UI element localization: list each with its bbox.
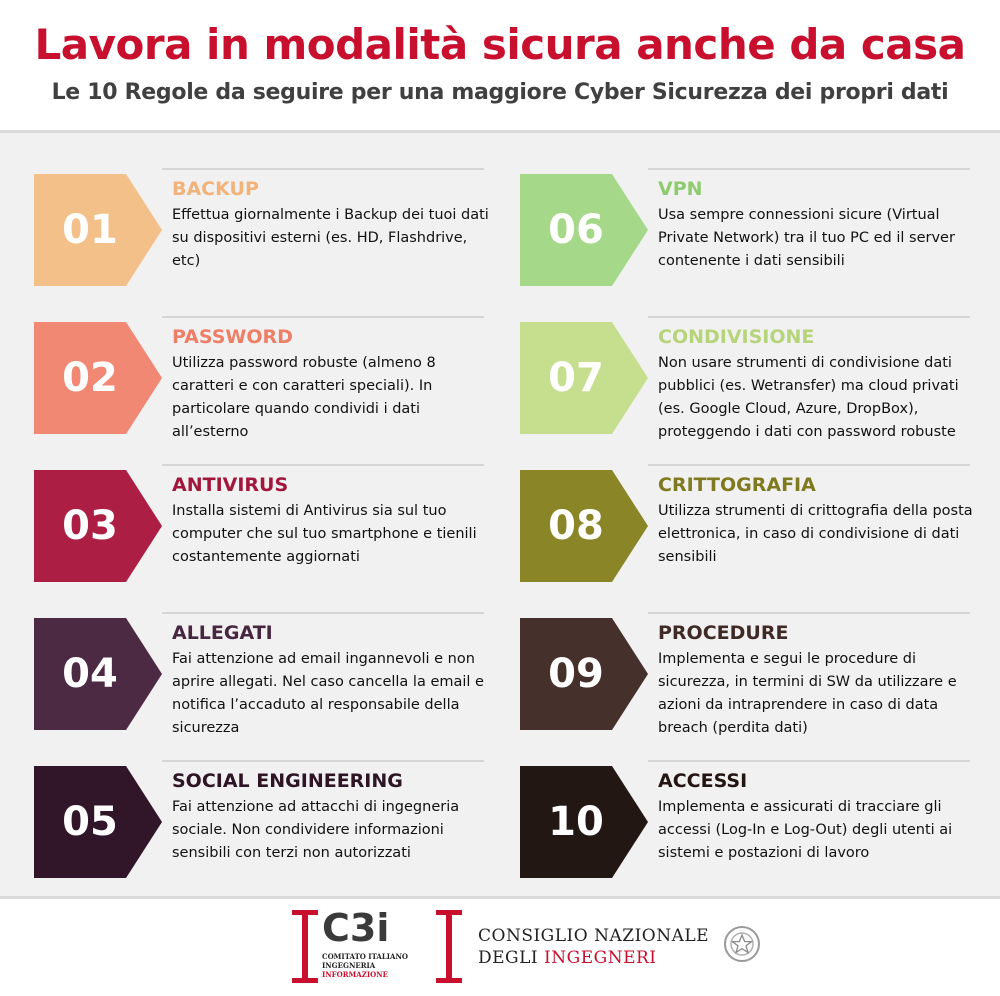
divider — [648, 464, 970, 466]
divider — [162, 760, 484, 762]
rule-number: 02 — [62, 355, 118, 401]
rule-title: CONDIVISIONE — [658, 326, 815, 348]
rule-title: PROCEDURE — [658, 622, 789, 644]
rule-description: Non usare strumenti di condivisione dati pubblici (es. Wetransfer) ma cloud privati (es. Google Cloud, Azure, DropBox), proteggendo i dati con password robuste — [658, 355, 959, 440]
rule-number: 04 — [62, 651, 118, 697]
footer-logos — [0, 900, 1000, 996]
c3i-logo-subtitle — [322, 952, 412, 979]
rule-number: 07 — [548, 355, 604, 401]
cni-word-red: INGEGNERI — [544, 948, 657, 968]
rule-description: Implementa e segui le procedure di sicurezza, in termini di SW da utilizzare e azioni da intraprendere in caso di data breach (perdita dati) — [658, 651, 957, 736]
divider — [0, 130, 1000, 133]
rule-description: Utilizza password robuste (almeno 8 caratteri e con caratteri speciali). In particolare quando condividi i dati all’esterno — [172, 355, 436, 440]
rule-number: 10 — [548, 799, 604, 845]
rule-description: Installa sistemi di Antivirus sia sul tuo computer che sul tuo smartphone e tienili costantemente aggiornati — [172, 503, 477, 565]
rule-card — [34, 464, 484, 582]
page-subtitle: Le 10 Regole da seguire per una maggiore Cyber Sicurezza dei propri dati — [51, 80, 949, 105]
rule-title: ALLEGATI — [172, 622, 273, 644]
cni-word: DEGLI — [478, 948, 539, 968]
rule-description: Usa sempre connessioni sicure (Virtual Private Network) tra il tuo PC ed il server contenente i dati sensibili — [658, 207, 955, 269]
rule-card — [520, 760, 970, 878]
rule-description: Fai attenzione ad email ingannevoli e non aprire allegati. Nel caso cancella la email e notifica l’accaduto al responsabile della sicurezza — [172, 651, 484, 736]
rule-description: Implementa e assicurati di tracciare gli accessi (Log-In e Log-Out) degli utenti ai sistemi e postazioni di lavoro — [658, 799, 953, 861]
rule-title: VPN — [658, 178, 703, 200]
rule-title: CRITTOGRAFIA — [658, 474, 816, 496]
rule-description: Fai attenzione ad attacchi di ingegneria sociale. Non condividere informazioni sensibili con terzi non autorizzati — [172, 799, 460, 861]
rule-title: PASSWORD — [172, 326, 293, 348]
rule-number: 03 — [62, 503, 118, 549]
rule-number: 01 — [62, 207, 118, 253]
rule-description: Effettua giornalmente i Backup dei tuoi dati su dispositivi esterni (es. HD, Flashdrive, etc) — [172, 207, 489, 269]
rule-number: 06 — [548, 207, 604, 253]
divider — [648, 168, 970, 170]
rule-title: ANTIVIRUS — [172, 474, 289, 496]
c3i-subtitle-line: INGEGNERIA — [322, 961, 376, 970]
rule-title: ACCESSI — [658, 770, 748, 792]
rule-card — [34, 168, 489, 286]
divider — [648, 316, 970, 318]
c3i-logo-text: C3i — [322, 906, 390, 950]
cni-logo-text: CONSIGLIO NAZIONALE — [478, 926, 710, 946]
rule-card — [520, 464, 973, 582]
rule-card — [34, 316, 484, 440]
header — [0, 0, 1000, 130]
c3i-logo-mark — [292, 978, 318, 983]
divider — [162, 612, 484, 614]
rule-card — [34, 760, 484, 878]
rule-card — [520, 168, 970, 286]
rule-card — [34, 612, 484, 736]
divider — [162, 168, 484, 170]
cni-logo-mark — [446, 910, 452, 982]
republic-emblem-icon — [722, 924, 762, 969]
rule-title: SOCIAL ENGINEERING — [172, 770, 403, 792]
rule-card — [520, 612, 970, 736]
c3i-logo-mark — [302, 910, 308, 982]
page-title: Lavora in modalità sicura anche da casa — [34, 20, 966, 69]
cni-logo-mark — [436, 978, 462, 983]
rule-number: 05 — [62, 799, 118, 845]
rule-title: BACKUP — [172, 178, 259, 200]
rule-number: 08 — [548, 503, 604, 549]
divider — [162, 464, 484, 466]
divider — [648, 612, 970, 614]
rule-number: 09 — [548, 651, 604, 697]
c3i-subtitle-line: INFORMAZIONE — [322, 970, 388, 979]
c3i-subtitle-line: COMITATO ITALIANO — [322, 952, 408, 961]
rule-card — [520, 316, 970, 440]
cni-logo-text-2 — [478, 948, 657, 968]
divider — [162, 316, 484, 318]
divider — [648, 760, 970, 762]
divider — [0, 896, 1000, 899]
rule-description: Utilizza strumenti di crittografia della posta elettronica, in caso di condivisione di dati sensibili — [658, 503, 973, 565]
